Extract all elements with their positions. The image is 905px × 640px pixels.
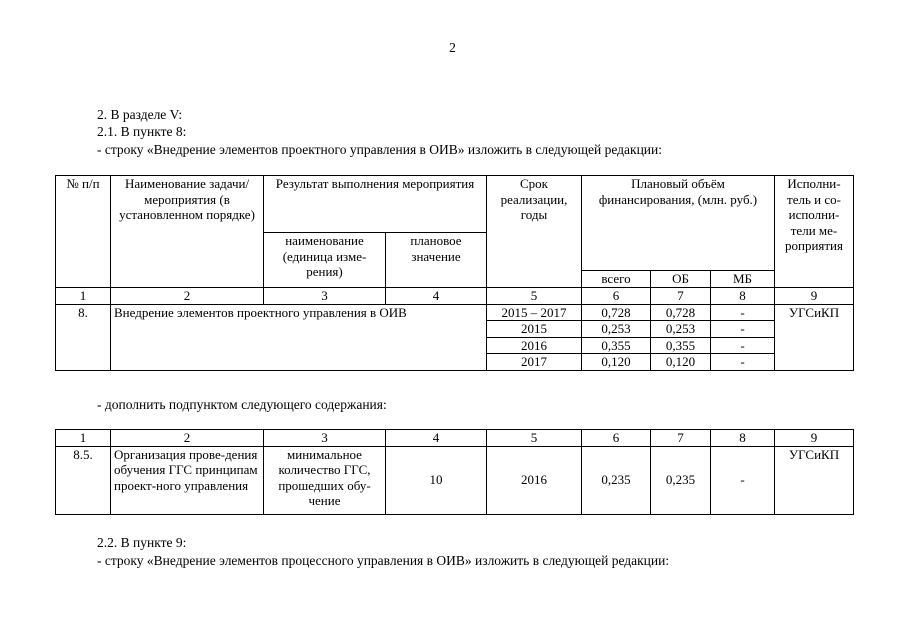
period-total: 0,120 [582, 354, 651, 371]
row-result-value: 10 [386, 446, 487, 514]
period-mb: - [711, 337, 775, 354]
col-number: 2 [111, 430, 264, 447]
col-number: 3 [264, 288, 386, 305]
column-numbers-row [56, 288, 854, 305]
paragraph-item: 2.2. В пункте 9: [97, 535, 187, 550]
paragraph-instruction: - строку «Внедрение элементов процессного управления в ОИВ» изложить в следующей редакции: [97, 553, 670, 568]
period-term: 2016 [487, 337, 582, 354]
row-executor: УГСиКП [775, 304, 854, 370]
funding-table [55, 175, 854, 371]
col-number: 6 [582, 430, 651, 447]
col-number: 6 [582, 288, 651, 305]
period-term: 2015 [487, 321, 582, 338]
row-num: 8. [56, 304, 111, 370]
col-number: 5 [487, 430, 582, 447]
col-number: 3 [264, 430, 386, 447]
header-result: Результат выполнения мероприятия [264, 176, 487, 233]
addition-table [55, 429, 854, 515]
period-total: 0,355 [582, 337, 651, 354]
paragraph-instruction: - строку «Внедрение элементов проектного управления в ОИВ» изложить в следующей редакции: [97, 142, 662, 157]
row-ob: 0,235 [651, 446, 711, 514]
col-number: 1 [56, 430, 111, 447]
period-mb: - [711, 354, 775, 371]
col-number: 8 [711, 288, 775, 305]
header-num: № п/п [56, 176, 111, 288]
header-total: всего [582, 271, 651, 288]
col-number: 2 [111, 288, 264, 305]
row-num: 8.5. [56, 446, 111, 514]
period-total: 0,728 [582, 304, 651, 321]
period-ob: 0,253 [651, 321, 711, 338]
row-name: Организация прове-дения обучения ГГС принципам проект-ного управления [111, 446, 264, 514]
col-number: 9 [775, 288, 854, 305]
col-number: 9 [775, 430, 854, 447]
period-ob: 0,355 [651, 337, 711, 354]
col-number: 7 [651, 430, 711, 447]
col-number: 8 [711, 430, 775, 447]
header-executor: Исполни-тель и со-исполни-тели ме-роприятия [775, 176, 854, 288]
row-executor: УГСиКП [775, 446, 854, 514]
header-mb: МБ [711, 271, 775, 288]
paragraph-addition: - дополнить подпунктом следующего содержания: [97, 397, 387, 412]
header-result-name: наименование (единица изме-рения) [264, 233, 386, 288]
row-total: 0,235 [582, 446, 651, 514]
header-result-value: плановое значение [386, 233, 487, 288]
period-mb: - [711, 304, 775, 321]
header-term: Срок реализации, годы [487, 176, 582, 288]
paragraph-item: 2.1. В пункте 8: [97, 124, 187, 139]
page-number: 2 [449, 40, 456, 55]
row-mb: - [711, 446, 775, 514]
period-term: 2017 [487, 354, 582, 371]
paragraph-section: 2. В разделе V: [97, 107, 183, 122]
period-total: 0,253 [582, 321, 651, 338]
column-numbers-row [56, 430, 854, 447]
table-row [56, 304, 854, 321]
period-mb: - [711, 321, 775, 338]
col-number: 4 [386, 430, 487, 447]
header-volume: Плановый объём финансирования, (млн. руб.) [582, 176, 775, 271]
header-ob: ОБ [651, 271, 711, 288]
col-number: 7 [651, 288, 711, 305]
col-number: 4 [386, 288, 487, 305]
table-row [56, 446, 854, 514]
period-ob: 0,728 [651, 304, 711, 321]
row-term: 2016 [487, 446, 582, 514]
period-ob: 0,120 [651, 354, 711, 371]
row-name: Внедрение элементов проектного управления в ОИВ [111, 304, 487, 370]
row-result-name: минимальное количество ГГС, прошедших обу-чение [264, 446, 386, 514]
col-number: 1 [56, 288, 111, 305]
header-name: Наименование задачи/ мероприятия (в установленном порядке) [111, 176, 264, 288]
period-term: 2015 – 2017 [487, 304, 582, 321]
col-number: 5 [487, 288, 582, 305]
